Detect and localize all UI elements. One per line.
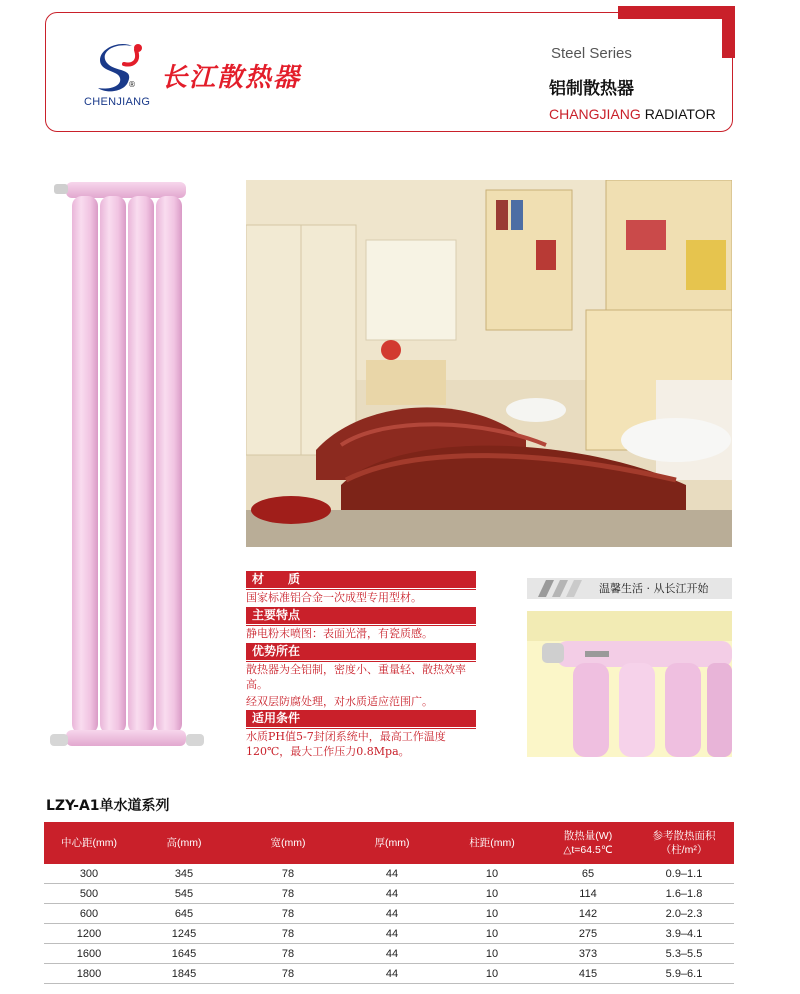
- radiator-word: RADIATOR: [644, 106, 716, 122]
- col-header-sub: （柱/m²）: [660, 844, 708, 856]
- table-cell: 44: [342, 944, 442, 964]
- section-heading: 材 质: [246, 571, 476, 588]
- table-row: [44, 964, 734, 984]
- table-cell: 10: [442, 864, 542, 884]
- col-header: 柱距(mm): [442, 822, 542, 864]
- table-cell: 65: [542, 864, 634, 884]
- table-cell: 78: [234, 904, 342, 924]
- table-cell: 44: [342, 924, 442, 944]
- section-heading: 主要特点: [246, 607, 476, 624]
- table-cell: 1.6–1.8: [634, 884, 734, 904]
- table-row: [44, 924, 734, 944]
- section-text: 散热器为全铝制，密度小、重量轻、散热效率高。: [246, 663, 466, 691]
- table-cell: 0.9–1.1: [634, 864, 734, 884]
- col-header-text: 参考散热面积: [652, 830, 716, 842]
- table-row: [44, 944, 734, 964]
- table-cell: 1200: [44, 924, 134, 944]
- table-cell: 545: [134, 884, 234, 904]
- table-cell: 44: [342, 864, 442, 884]
- table-cell: 10: [442, 904, 542, 924]
- radiator-product-image: [48, 178, 208, 753]
- table-cell: 415: [542, 964, 634, 984]
- series-radiator: [549, 106, 716, 122]
- table-cell: 1600: [44, 944, 134, 964]
- table-cell: 373: [542, 944, 634, 964]
- col-header: 宽(mm): [234, 822, 342, 864]
- registered-mark: ®: [128, 80, 136, 89]
- table-cell: 345: [134, 864, 234, 884]
- section-text: 水质PH值5-7封闭系统中，最高工作温度120℃，最大工作压力0.8Mpa。: [246, 730, 446, 758]
- series-en: Steel Series: [551, 45, 632, 62]
- section-heading: 适用条件: [246, 710, 476, 727]
- col-header: 高(mm): [134, 822, 234, 864]
- table-cell: 500: [44, 884, 134, 904]
- slogan-text: 温馨生活 · 从长江开始: [599, 582, 709, 595]
- slogan-bar: [527, 578, 732, 599]
- table-cell: 44: [342, 884, 442, 904]
- section-text: 静电粉末喷图：表面光滑，有瓷质感。: [246, 627, 433, 640]
- table-cell: 78: [234, 924, 342, 944]
- table-row: [44, 864, 734, 884]
- col-header: 中心距(mm): [44, 822, 134, 864]
- series-cn: 铝制散热器: [549, 79, 634, 99]
- table-cell: 44: [342, 904, 442, 924]
- table-cell: 300: [44, 864, 134, 884]
- section-heading: 优势所在: [246, 643, 476, 660]
- radiator-brand: CHANGJIANG: [549, 106, 641, 122]
- table-cell: 5.9–6.1: [634, 964, 734, 984]
- table-cell: 78: [234, 964, 342, 984]
- section-text: 经双层防腐处理，对水质适应范围广。: [246, 695, 433, 708]
- table-cell: 10: [442, 924, 542, 944]
- stripe-decoration-icon: [532, 580, 592, 597]
- brand-name: 长江散热器: [161, 63, 302, 93]
- section-material: [246, 571, 476, 607]
- spec-table: [44, 822, 734, 984]
- table-cell: 600: [44, 904, 134, 924]
- table-title: LZY-A1单水道系列: [46, 798, 170, 814]
- col-header-text: 散热量(W): [563, 830, 613, 842]
- col-header-sub: △t=64.5℃: [563, 844, 613, 856]
- col-header-area: [634, 822, 734, 864]
- table-cell: 114: [542, 884, 634, 904]
- table-cell: 3.9–4.1: [634, 924, 734, 944]
- radiator-closeup-image: [527, 611, 732, 757]
- col-header: 厚(mm): [342, 822, 442, 864]
- section-text: 国家标准铝合金一次成型专用型材。: [246, 591, 422, 604]
- table-cell: 44: [342, 964, 442, 984]
- chenjiang-logo-icon: [92, 40, 147, 98]
- table-cell: 1245: [134, 924, 234, 944]
- section-conditions: [246, 710, 476, 761]
- table-cell: 1845: [134, 964, 234, 984]
- table-cell: 78: [234, 884, 342, 904]
- table-cell: 645: [134, 904, 234, 924]
- table-cell: 10: [442, 944, 542, 964]
- table-cell: 78: [234, 944, 342, 964]
- table-cell: 10: [442, 884, 542, 904]
- table-cell: 2.0–2.3: [634, 904, 734, 924]
- corner-decoration: [618, 6, 735, 58]
- section-advantages: [246, 643, 476, 711]
- col-header-heat: [542, 822, 634, 864]
- bedroom-photo: [246, 180, 732, 547]
- table-cell: 1800: [44, 964, 134, 984]
- table-header-row: [44, 822, 734, 864]
- table-cell: 275: [542, 924, 634, 944]
- table-row: [44, 884, 734, 904]
- section-features: [246, 607, 476, 643]
- table-cell: 78: [234, 864, 342, 884]
- table-cell: 10: [442, 964, 542, 984]
- table-row: [44, 904, 734, 924]
- logo-wordmark: CHENJIANG: [84, 96, 151, 108]
- table-cell: 142: [542, 904, 634, 924]
- table-cell: 5.3–5.5: [634, 944, 734, 964]
- table-cell: 1645: [134, 944, 234, 964]
